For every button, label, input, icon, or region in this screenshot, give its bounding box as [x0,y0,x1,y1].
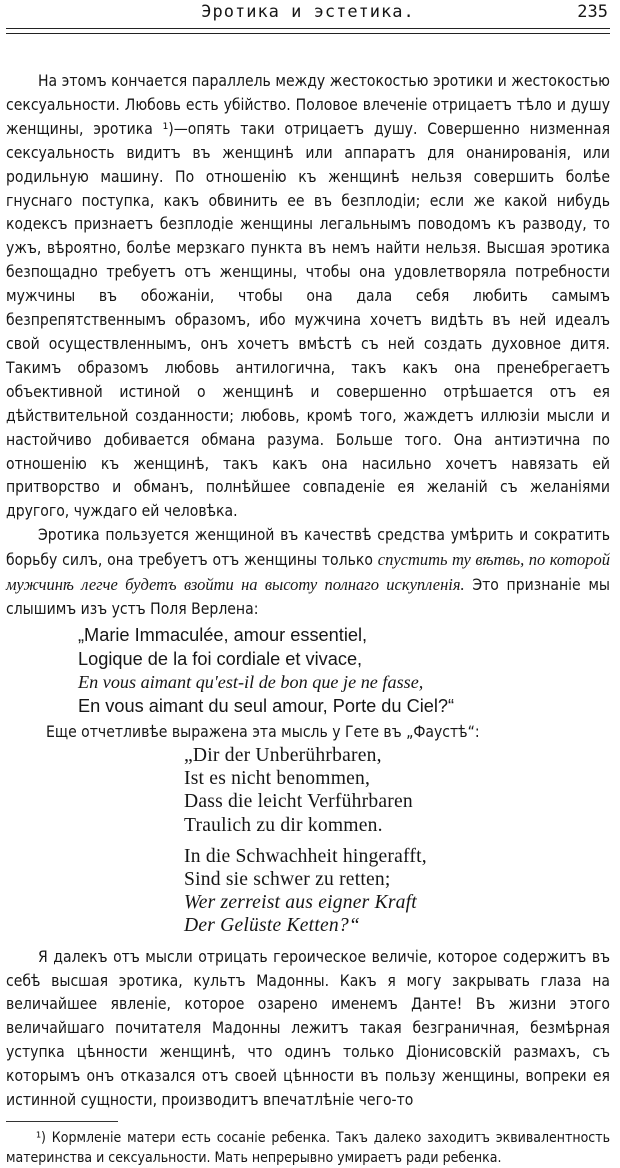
verse-line: In die Schwachheit hingerafft, [184,845,427,867]
header-double-rule [6,28,610,34]
verse-line: Traulich zu dir kommen. [184,814,383,836]
stanza-gap [184,837,610,845]
goethe-verse [184,744,610,938]
paragraph-cruelty: На этомъ кончается параллель между жестокостью эротики и жестокостью сексуальности. Любовь есть убійство. Половое влеченіе отрицаетъ тѣло и душу женщины, эротика ¹)—опять таки отрицаетъ душу. Совершенно низменная сексуальность видитъ въ женщинѣ или аппаратъ для онанированія, или родильную машину. По отношенію къ женщинѣ нельзя совершить болѣе гнуснаго поступка, какъ обвинить ее въ безплодіи; если же какой нибудь кодексъ признаетъ безплодіе женщины легальнымъ поводомъ къ разводу, то ужъ, вѣроятно, болѣе мерзкаго пункта въ немъ найти нельзя. Высшая эротика безпощадно требуетъ отъ женщины, чтобы она удовлетворяла потребности мужчины въ обожаніи, чтобы она дала себя любить самымъ безпрепятственнымъ образомъ, ибо мужчина хочетъ видѣть въ ней идеалъ свой осуществленнымъ, онъ хочетъ вмѣстѣ съ ней создать духовное дитя. Такимъ образомъ любовь антилогична, такъ какъ она пренебрегаетъ объективной истиной о женщинѣ и совершенно отрѣшается отъ ея дѣйствительной созданности; любовь, кромѣ того, жаждетъ иллюзіи мысли и настойчиво добивается обмана разума. Больше того. Она антиэтична по отношенію къ женщинѣ, такъ какъ она насильно хочетъ навязать ей притворство и обманъ, полнѣйшее совпаденіе ея желаній съ желаніями другого, чуждаго ей человѣка. [6,72,610,521]
paragraph-erotica-uses-woman [6,524,610,622]
footnote: ¹) Кормленіе матери есть сосаніе ребенка. Такъ далеко заходитъ эквивалентность материнства и сексуальности. Мать непрерывно умираетъ ради ребенка. [6,1130,610,1166]
paragraph-text: Это признаніе мы слышимъ изъ устъ Поля Верлена: [6,576,611,618]
page-body [6,26,610,1168]
paragraph-text: Эротика пользуется женщиной въ качествѣ средства умѣрить и сократить борьбу силъ, она требуетъ отъ женщины только [6,526,610,570]
verse-line: Dass die leicht Verführbaren [184,791,413,813]
paragraph-madonna-cult: Я далекъ отъ мысли отрицать героическое величіе, которое содержитъ въ себѣ высшая эротика, культъ Мадонны. Какъ я могу закрывать глаза на величайшее явленіе, которое озарено именемъ Данте! Въ жизни этого величайшаго почитателя Мадонны лежитъ такая безграничная, безмѣрная уступка цѣнности женщинѣ, что одинъ только Діонисовскій размахъ, съ которымъ онъ отказался отъ своей цѣнности въ пользу женщины, вопреки ея истинной сущности, производитъ впечатлѣніе чего-то [6,947,610,1110]
page-header [6,0,610,26]
verse-line-italic: Wer zerreist aus eigner Kraft [184,892,417,914]
verse-line: „Dir der Unberührbaren, [184,745,382,767]
verse-line: Ist es nicht benommen, [184,768,371,790]
goethe-lead-line: Еще отчетливѣе выражена эта мысль у Гете въ „Фаустѣ“: [46,723,480,742]
footnote-rule [6,1121,118,1122]
italic-emphasis: спустить ту вѣтвь, по которой мужчинѣ легче будетъ взойти на высоту полнаго искупленія. [6,550,610,595]
page-number: 235 [577,2,608,22]
verse-line: Sind sie schwer zu retten; [184,869,391,891]
verse-line-italic: En vous aimant qu'est-il de bon que je ne fasse, [78,672,424,693]
running-title: Эротика и эстетика. [201,2,415,22]
verse-line: En vous aimant du seul amour, Porte du Ciel?“ [78,696,455,717]
verse-line-italic: Der Gelüste Ketten?“ [184,915,360,937]
verse-line: „Marie Immaculée, amour essentiel, [78,624,368,645]
verse-line: Logique de la foi cordiale et vivace, [78,648,363,669]
verlaine-verse [78,624,610,719]
